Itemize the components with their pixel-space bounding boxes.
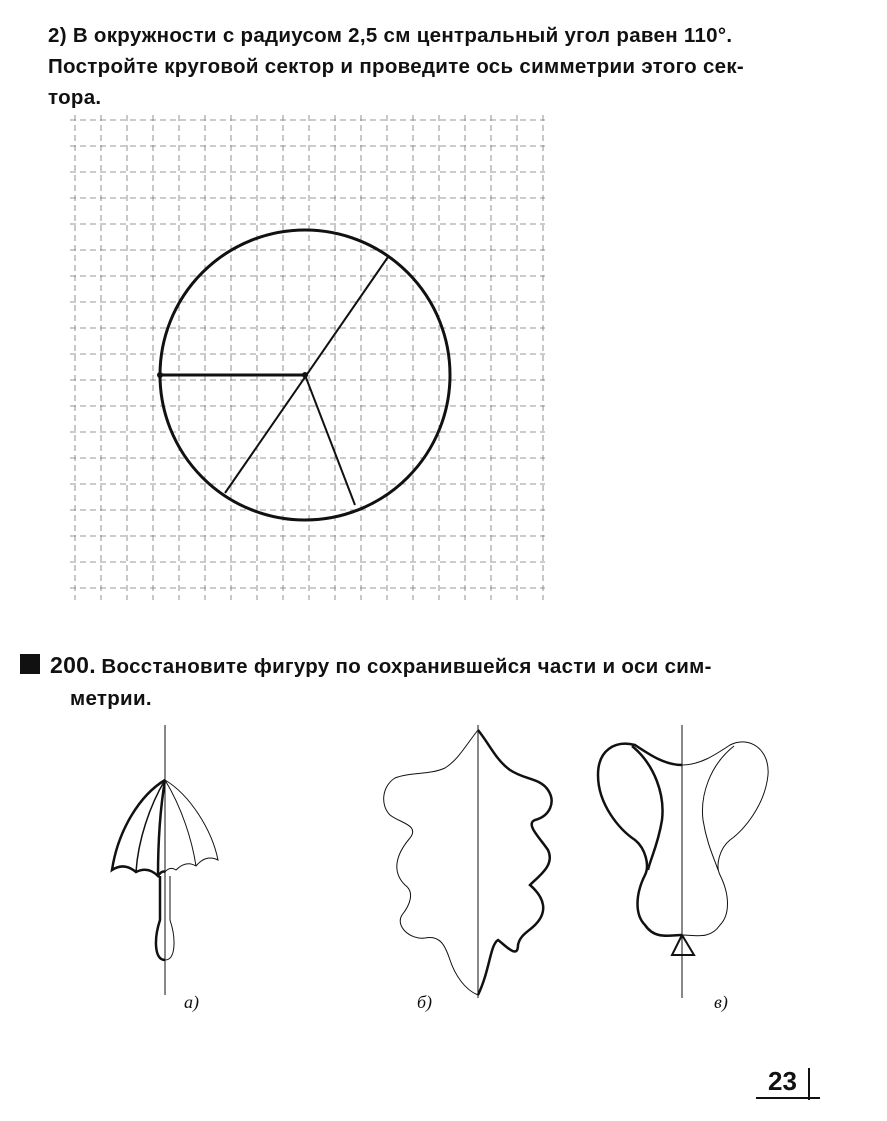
figure-vase bbox=[598, 725, 768, 998]
task-2-line-1: 2) В окружности с радиусом 2,5 см центральный угол равен 110°. bbox=[48, 24, 733, 47]
figures-drawing bbox=[0, 720, 887, 1020]
page-number-bar bbox=[808, 1068, 810, 1100]
circle-sector-drawing bbox=[60, 105, 560, 605]
task-200-text bbox=[50, 650, 820, 714]
figure-c-label: в) bbox=[714, 992, 728, 1012]
task-200-line-2: метрии. bbox=[70, 687, 152, 710]
task-marker-square bbox=[20, 654, 40, 674]
page-number-underline bbox=[756, 1097, 820, 1099]
task-200-line-1: Восстановите фигуру по сохранившейся части и оси сим- bbox=[101, 655, 712, 678]
figure-b-label: б) bbox=[417, 992, 433, 1012]
figures-row bbox=[0, 720, 887, 1025]
figure-a-label: а) bbox=[184, 992, 199, 1012]
radius-lower bbox=[305, 375, 355, 505]
task-2-line-2: Постройте круговой сектор и проведите ось симметрии этого сек- bbox=[48, 55, 745, 78]
figure-umbrella bbox=[112, 725, 218, 995]
task-2-line-3: тора. bbox=[48, 86, 102, 109]
task-200-number: 200. bbox=[50, 652, 96, 678]
task-2-text bbox=[48, 20, 828, 113]
figure-leaf bbox=[384, 725, 552, 998]
page-number: 23 bbox=[768, 1066, 797, 1096]
grid-construction bbox=[60, 105, 560, 610]
